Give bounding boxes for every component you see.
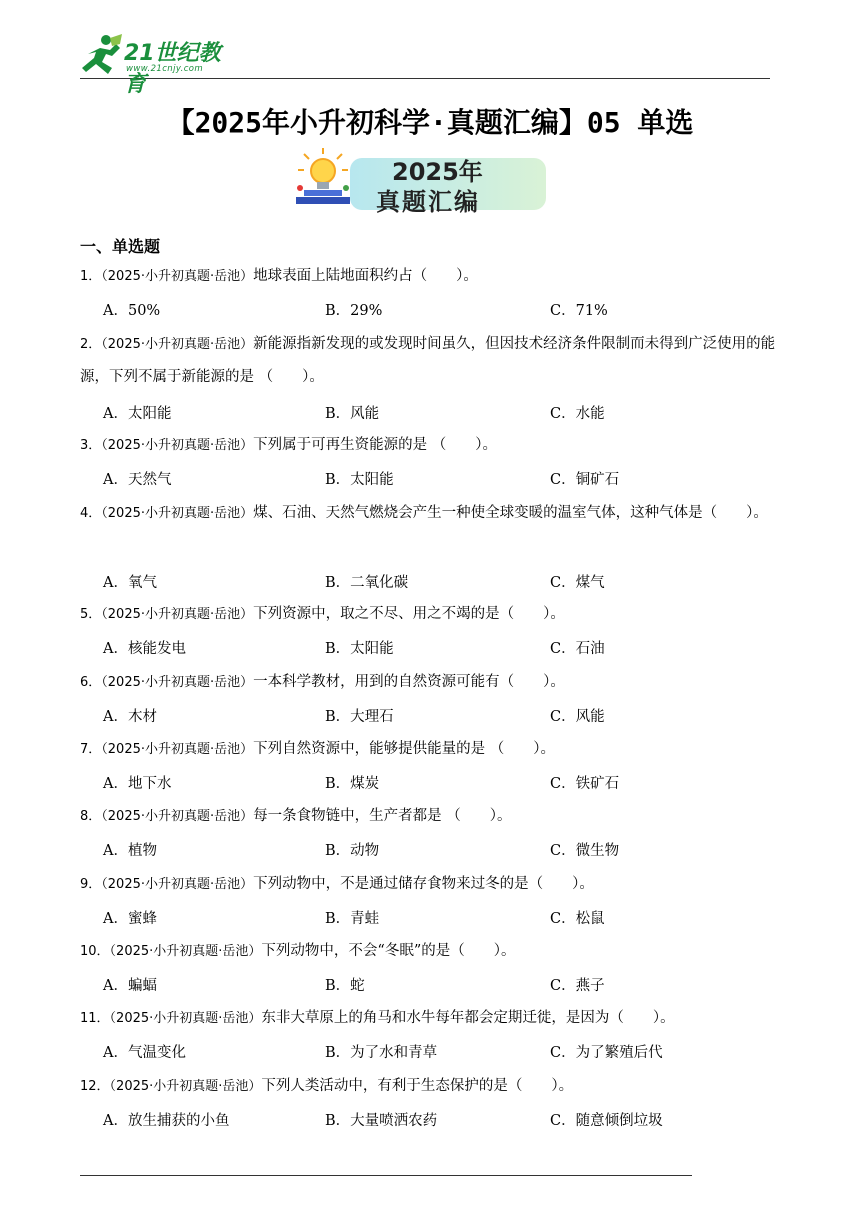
- option-c[interactable]: C．随意倾倒垃圾: [550, 1113, 663, 1129]
- question-text: 一本科学教材，用到的自然资源可能有（ ）。: [253, 674, 565, 690]
- option-a[interactable]: A．太阳能: [103, 406, 172, 422]
- option-a[interactable]: A．放生捕获的小鱼: [103, 1113, 230, 1129]
- option-c[interactable]: C．燕子: [550, 978, 605, 994]
- logo-url: www.21cnjy.com: [126, 64, 204, 74]
- options-row: [103, 1041, 703, 1063]
- option-b[interactable]: B．青蛙: [325, 911, 380, 927]
- question-source: （2025·小升初真题·岳池）: [109, 1079, 262, 1094]
- option-c[interactable]: C．铁矿石: [550, 776, 620, 792]
- option-b[interactable]: B．动物: [325, 843, 380, 859]
- question-number: 6．: [80, 675, 102, 690]
- question-source: （2025·小升初真题·岳池）: [101, 269, 254, 284]
- options-row: [103, 637, 703, 659]
- question-number: 3．: [80, 438, 102, 453]
- option-b[interactable]: B．29%: [325, 303, 383, 319]
- question-source: （2025·小升初真题·岳池）: [101, 877, 254, 892]
- question-11: [80, 1002, 780, 1035]
- option-c[interactable]: C．水能: [550, 406, 605, 422]
- option-c[interactable]: C．煤气: [550, 575, 605, 591]
- option-c[interactable]: C．为了繁殖后代: [550, 1045, 663, 1061]
- options-row: [103, 907, 703, 929]
- section-heading: 一、单选题: [80, 237, 161, 256]
- option-a[interactable]: A．天然气: [103, 472, 172, 488]
- question-text: 下列自然资源中，能够提供能量的是 （ ）。: [253, 741, 555, 757]
- options-row: [103, 974, 703, 996]
- question-9: [80, 868, 780, 901]
- option-b[interactable]: B．太阳能: [325, 472, 394, 488]
- question-text: 新能源指新发现的或发现时间虽久，但因技术经济条件限制而未得到广泛使用的能源，下列不属于新能源的是 （ ）。: [80, 336, 776, 385]
- question-3: [80, 429, 780, 462]
- question-number: 8．: [80, 809, 102, 824]
- option-a[interactable]: A．核能发电: [103, 641, 186, 657]
- question-number: 11．: [80, 1011, 110, 1026]
- question-source: （2025·小升初真题·岳池）: [109, 944, 262, 959]
- option-a[interactable]: A．蝙蝠: [103, 978, 157, 994]
- option-b[interactable]: B．二氧化碳: [325, 575, 409, 591]
- option-b[interactable]: B．风能: [325, 406, 380, 422]
- question-text: 东非大草原上的角马和水牛每年都会定期迁徙，是因为（ ）。: [261, 1010, 675, 1026]
- question-text: 下列动物中，不会“冬眠”的是（ ）。: [261, 943, 516, 959]
- question-number: 4．: [80, 506, 102, 521]
- options-row: [103, 839, 703, 861]
- option-c[interactable]: C．风能: [550, 709, 605, 725]
- question-text: 下列资源中，取之不尽、用之不竭的是（ ）。: [253, 606, 565, 622]
- site-logo[interactable]: [80, 34, 240, 97]
- options-row: [103, 299, 703, 321]
- banner-subtitle: 真题汇编: [376, 187, 480, 216]
- question-4: [80, 497, 780, 530]
- question-number: 5．: [80, 607, 102, 622]
- option-b[interactable]: B．蛇: [325, 978, 365, 994]
- question-text: 地球表面上陆地面积约占（ ）。: [253, 268, 478, 284]
- option-a[interactable]: A．地下水: [103, 776, 172, 792]
- question-source: （2025·小升初真题·岳池）: [101, 675, 254, 690]
- option-c[interactable]: C．71%: [550, 303, 608, 319]
- option-b[interactable]: B．大理石: [325, 709, 394, 725]
- question-text: 下列人类活动中，有利于生态保护的是（ ）。: [261, 1078, 574, 1094]
- options-row: [103, 1109, 703, 1131]
- option-c[interactable]: C．微生物: [550, 843, 620, 859]
- question-source: （2025·小升初真题·岳池）: [109, 1011, 262, 1026]
- question-8: [80, 800, 780, 833]
- option-c[interactable]: C．石油: [550, 641, 605, 657]
- question-number: 9．: [80, 877, 102, 892]
- option-c[interactable]: C．松鼠: [550, 911, 605, 927]
- option-a[interactable]: A．气温变化: [103, 1045, 186, 1061]
- option-a[interactable]: A．植物: [103, 843, 157, 859]
- option-b[interactable]: B．大量喷洒农药: [325, 1113, 438, 1129]
- question-source: （2025·小升初真题·岳池）: [101, 809, 254, 824]
- question-number: 2．: [80, 337, 102, 352]
- banner-year: 2025年: [392, 158, 483, 186]
- option-a[interactable]: A．氧气: [103, 575, 157, 591]
- year-banner: [290, 146, 546, 216]
- question-text: 每一条食物链中，生产者都是 （ ）。: [253, 808, 512, 824]
- question-number: 1．: [80, 269, 102, 284]
- question-text: 下列属于可再生资能源的是 （ ）。: [253, 437, 497, 453]
- question-7: [80, 733, 780, 766]
- question-1: [80, 260, 780, 293]
- question-source: （2025·小升初真题·岳池）: [101, 438, 254, 453]
- question-6: [80, 666, 780, 699]
- option-b[interactable]: B．煤炭: [325, 776, 380, 792]
- question-source: （2025·小升初真题·岳池）: [101, 742, 254, 757]
- option-b[interactable]: B．太阳能: [325, 641, 394, 657]
- option-a[interactable]: A．木材: [103, 709, 157, 725]
- options-row: [103, 705, 703, 727]
- options-row: [103, 571, 703, 593]
- question-5: [80, 598, 780, 631]
- footer-divider: [80, 1175, 692, 1176]
- page-header: [80, 30, 770, 97]
- question-source: （2025·小升初真题·岳池）: [101, 506, 254, 521]
- option-b[interactable]: B．为了水和青草: [325, 1045, 438, 1061]
- page-title: 【2025年小升初科学·真题汇编】05 单选: [166, 106, 694, 139]
- question-10: [80, 935, 780, 968]
- option-a[interactable]: A．50%: [103, 303, 161, 319]
- question-2: [80, 328, 780, 394]
- question-12: [80, 1070, 780, 1103]
- question-number: 10．: [80, 944, 110, 959]
- question-number: 12．: [80, 1079, 110, 1094]
- options-row: [103, 772, 703, 794]
- options-row: [103, 402, 703, 424]
- question-number: 7．: [80, 742, 102, 757]
- logo-text: 21世纪教育: [124, 41, 221, 97]
- options-row: [103, 468, 703, 490]
- question-text: 煤、石油、天然气燃烧会产生一种使全球变暖的温室气体，这种气体是（ ）。: [253, 505, 768, 521]
- runner-logo-icon: [80, 34, 124, 76]
- option-a[interactable]: A．蜜蜂: [103, 911, 157, 927]
- question-source: （2025·小升初真题·岳池）: [101, 607, 254, 622]
- question-source: （2025·小升初真题·岳池）: [101, 337, 254, 352]
- option-c[interactable]: C．铜矿石: [550, 472, 620, 488]
- question-text: 下列动物中，不是通过储存食物来过冬的是（ ）。: [253, 876, 594, 892]
